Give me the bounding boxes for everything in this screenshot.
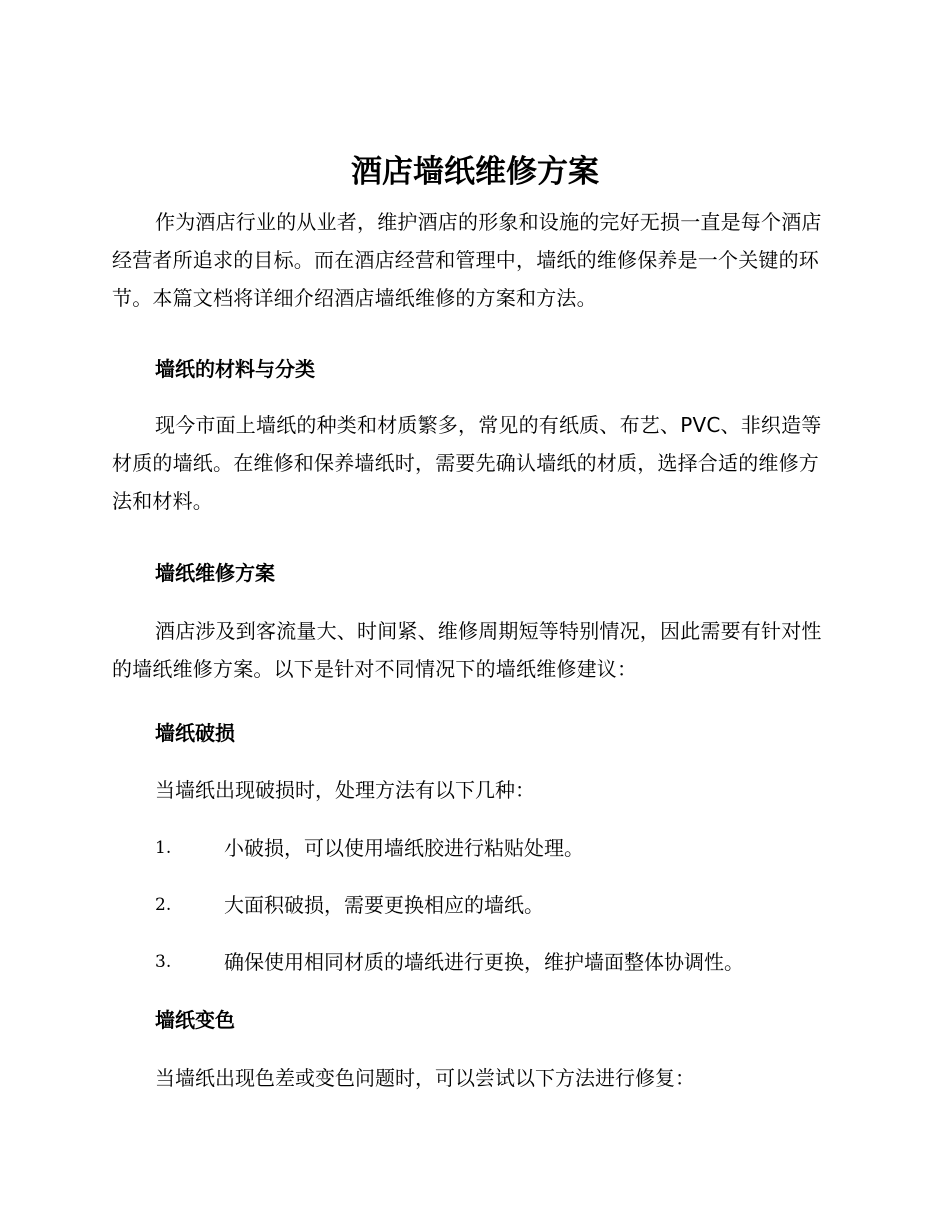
list-text: 小破损，可以使用墙纸胶进行粘贴处理。 (224, 836, 584, 860)
discolor-lead-text: 当墙纸出现色差或变色问题时，可以尝试以下方法进行修复： (155, 1066, 695, 1090)
list-text: 确保使用相同材质的墙纸进行更换，维护墙面整体协调性。 (224, 950, 744, 974)
document-title: 酒店墙纸维修方案 (351, 154, 599, 190)
list-item (155, 890, 835, 920)
section-heading-plan: 墙纸维修方案 (155, 561, 275, 585)
list-text: 大面积破损，需要更换相应的墙纸。 (224, 893, 544, 917)
section-heading-discolor: 墙纸变色 (155, 1008, 235, 1032)
section-heading-materials: 墙纸的材料与分类 (155, 357, 315, 381)
list-number: 3. (155, 952, 172, 972)
section-heading-damage: 墙纸破损 (155, 721, 235, 745)
intro-paragraph: 作为酒店行业的从业者，维护酒店的形象和设施的完好无损一直是每个酒店经营者所追求的目标。而在酒店经营和管理中，墙纸的维修保养是一个关键的环节。本篇文档将详细介绍酒店墙纸维修的方案和方法。 (112, 210, 822, 310)
plan-paragraph: 酒店涉及到客流量大、时间紧、维修周期短等特别情况，因此需要有针对性的墙纸维修方案。以下是针对不同情况下的墙纸维修建议： (112, 619, 822, 681)
list-number: 2. (155, 895, 172, 915)
list-number: 1. (155, 838, 172, 858)
list-item (155, 947, 835, 977)
list-item (155, 833, 835, 863)
materials-paragraph: 现今市面上墙纸的种类和材质繁多，常见的有纸质、布艺、PVC、非织造等材质的墙纸。在维修和保养墙纸时，需要先确认墙纸的材质，选择合适的维修方法和材料。 (112, 413, 822, 513)
damage-lead-text: 当墙纸出现破损时，处理方法有以下几种： (155, 778, 535, 802)
